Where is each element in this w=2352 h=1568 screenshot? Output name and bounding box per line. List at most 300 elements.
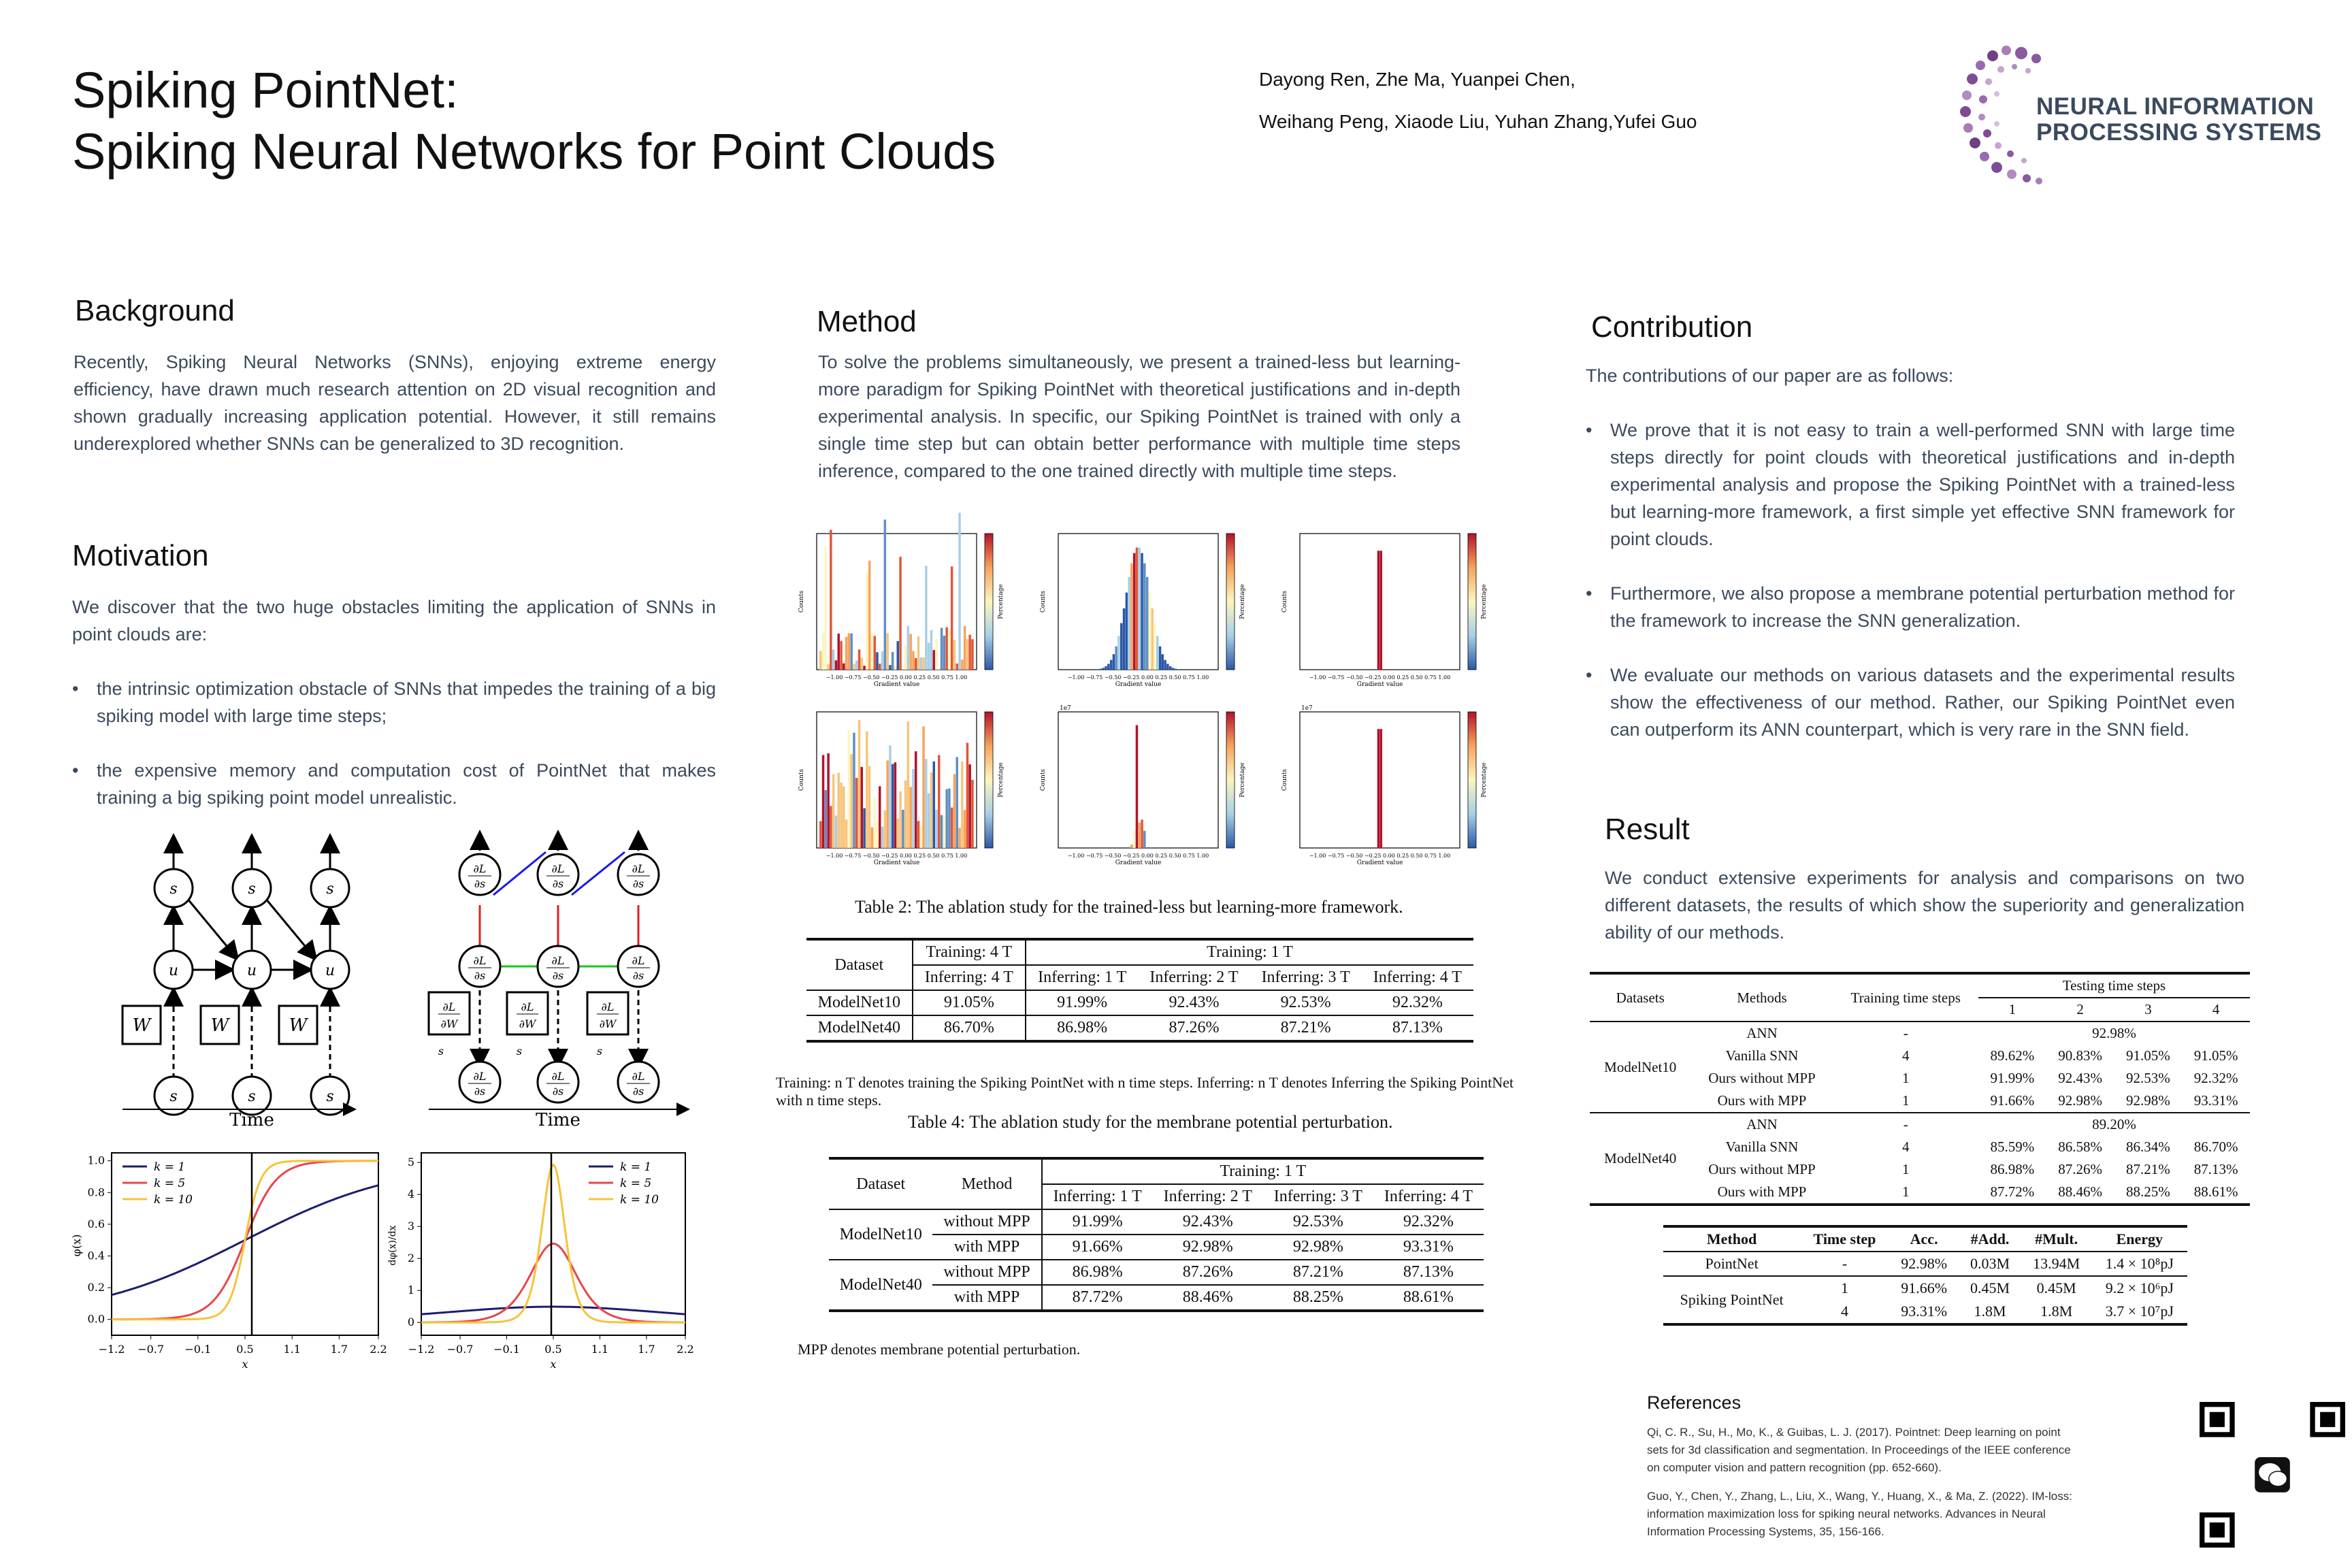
table-cell: 88.61% (1403, 1288, 1454, 1306)
table-cell: 92.98% (2058, 1092, 2102, 1109)
histogram-bar (866, 732, 868, 848)
gradient-histogram-grid (796, 529, 1518, 883)
histogram-bar (1164, 660, 1166, 670)
table-cell: 92.32% (2193, 1070, 2238, 1086)
histogram-bar (1146, 577, 1149, 670)
hist-x-ticks: −1.00 −0.75 −0.50 −0.25 0.00 0.25 0.50 0.75 1.00 (1067, 853, 1209, 859)
hist-x-label: Gradient value (1115, 860, 1162, 866)
background-heading: Background (75, 294, 235, 327)
histogram-bar (930, 630, 933, 670)
energy-table (1663, 1225, 2187, 1326)
motivation-bullet: • the expensive memory and computation cost of PointNet that makes training a big spiking point model unrealistic. (72, 757, 716, 811)
histogram-bar (1149, 593, 1152, 670)
x-tick-label: −0.1 (493, 1343, 520, 1356)
table-cell: 92.32% (1403, 1213, 1454, 1230)
histogram-bar (1172, 668, 1175, 670)
table-cell: 85.59% (1990, 1139, 2035, 1155)
contribution-bullet: • Furthermore, we also propose a membrane potential perturbation method for the framework to increase the SNN generalization. (1586, 580, 2235, 634)
table-cell: 4 (1840, 1303, 1848, 1320)
histogram-bar (941, 815, 943, 848)
legend-label: k = 1 (154, 1160, 186, 1174)
histogram-bar (827, 753, 830, 848)
y-tick-label: 3 (407, 1220, 414, 1233)
table2-subheader: Inferring: 1 T (1038, 968, 1127, 986)
histogram-bar (925, 566, 928, 670)
histogram-bar (961, 659, 964, 670)
y-tick-label: 1 (407, 1284, 414, 1297)
legend-label: k = 1 (620, 1160, 652, 1174)
histogram-bar (917, 636, 920, 670)
neurips-dots-icon (1960, 41, 2048, 197)
contribution-list (1586, 416, 2235, 743)
histogram-bar (853, 733, 855, 848)
histogram-bar (1177, 669, 1179, 670)
svg-text:∂W: ∂W (440, 1017, 458, 1030)
table-cell: 90.83% (2058, 1047, 2102, 1064)
svg-text:s: s (169, 1088, 178, 1105)
table-cell: ANN (1746, 1116, 1778, 1132)
table-cell: 87.13% (1403, 1263, 1454, 1281)
histogram-bar (1110, 660, 1113, 670)
table-cell: 87.13% (1392, 1019, 1443, 1036)
table-cell: 1 (1840, 1279, 1848, 1296)
gradient-histogram (1281, 705, 1488, 866)
table-cell: 3.7 × 10⁷pJ (2105, 1303, 2174, 1320)
histogram-bar (840, 641, 843, 670)
table-cell: 92.98% (2092, 1025, 2136, 1041)
histogram-bar (902, 810, 904, 848)
table4-header-dataset: Dataset (856, 1175, 906, 1193)
histogram-bar (1166, 664, 1169, 670)
svg-text:∂s: ∂s (474, 1085, 486, 1098)
histogram-bar (1156, 636, 1159, 670)
table-cell: Vanilla SNN (1725, 1139, 1799, 1155)
svg-text:∂L: ∂L (601, 1000, 615, 1013)
histogram-bar (827, 664, 830, 670)
histogram-bar (879, 664, 881, 670)
table-cell: with MPP (932, 1285, 1041, 1311)
title-line-1: Spiking PointNet: (72, 62, 459, 118)
energy-header: #Mult. (2035, 1230, 2078, 1247)
histogram-bar (1130, 845, 1133, 848)
histogram-bar (928, 794, 930, 848)
svg-text:s: s (516, 1045, 523, 1058)
table-cell: 86.58% (2058, 1139, 2102, 1155)
histogram-bar (909, 787, 912, 848)
histogram-bar (1136, 548, 1139, 670)
y-tick-label: 0.0 (87, 1312, 105, 1326)
colorbar (985, 534, 993, 670)
x-axis-label: x (550, 1358, 557, 1371)
table-row (829, 1209, 1484, 1235)
table-cell: 1.4 × 10⁸pJ (2105, 1255, 2174, 1272)
x-tick-label: 1.7 (330, 1343, 348, 1356)
table-cell: Ours without MPP (1708, 1161, 1816, 1177)
colorbar (1226, 534, 1235, 670)
histogram-bar (861, 657, 864, 670)
histogram-bar (840, 783, 843, 848)
histogram-bar (941, 628, 943, 670)
x-tick-label: 2.2 (370, 1343, 387, 1356)
table-cell: Ours with MPP (1717, 1183, 1807, 1200)
histogram-bar (1159, 647, 1162, 670)
histogram-bar (933, 762, 936, 848)
table-cell: 87.72% (1990, 1183, 2035, 1200)
histogram-bar (884, 811, 887, 848)
svg-text:∂L: ∂L (521, 1000, 534, 1013)
histogram-bar (1126, 593, 1128, 670)
table-row (806, 990, 1473, 1015)
histogram-bar (845, 637, 848, 670)
histogram-bar (1120, 623, 1123, 670)
table2-header-dataset: Dataset (806, 939, 913, 990)
histogram-bar (1162, 654, 1164, 670)
table-row (1590, 1113, 2250, 1136)
svg-text:∂L: ∂L (473, 862, 487, 875)
table-cell: 91.99% (1072, 1213, 1123, 1230)
contribution-bullet: • We prove that it is not easy to train a well-performed SNN with large time steps directly for point clouds with theoretical justifications and in-depth experimental analysis and propose the Spiking PointNet with a trained-less but learning-more framework, a first simple yet effective SNN framework for point clouds. (1586, 416, 2235, 553)
energy-header: Time step (1813, 1230, 1876, 1247)
main-result-table (1590, 972, 2250, 1206)
histogram-bar (897, 819, 900, 848)
forward-graph-diagram (109, 830, 368, 1130)
svg-text:∂L: ∂L (442, 1000, 456, 1013)
step-header: 1 (2008, 1001, 2016, 1017)
histogram-bar (899, 791, 902, 848)
svg-text:∂s: ∂s (552, 1085, 564, 1098)
table2-subheader: Inferring: 4 T (913, 965, 1026, 990)
table-cell: 87.26% (1182, 1263, 1233, 1281)
histogram-bar (958, 828, 961, 849)
table-cell: 1.8M (2040, 1303, 2073, 1320)
table-cell: 93.31% (1901, 1303, 1948, 1320)
qr-finder-core (2210, 1412, 2225, 1427)
table-cell: 92.43% (1182, 1213, 1233, 1230)
header-testing-steps: Testing time steps (1978, 973, 2250, 998)
y-tick-label: 0.6 (87, 1217, 105, 1230)
energy-header: #Add. (1970, 1230, 2010, 1247)
table-cell: 1 (1901, 1161, 1910, 1177)
histogram-bar (868, 561, 871, 670)
histogram-bar (922, 657, 925, 670)
hist-x-label: Gradient value (1115, 681, 1162, 688)
histogram-bar (948, 789, 951, 848)
histogram-bar (1139, 823, 1141, 848)
histogram-bar (902, 666, 904, 670)
histogram-bar (1380, 729, 1383, 848)
histogram-bar (1097, 669, 1100, 670)
histogram-bar (922, 726, 925, 848)
histogram-bar (899, 557, 902, 670)
table4-header-train: Training: 1 T (1042, 1158, 1484, 1184)
svg-text:∂s: ∂s (632, 877, 644, 890)
table-cell: 92.32% (1392, 994, 1443, 1011)
hist-x-label: Gradient value (1356, 681, 1403, 688)
hist-colorbar-label: Percentage (1481, 762, 1488, 798)
authors-line-1: Dayong Ren, Zhe Ma, Yuanpei Chen, (1259, 69, 1575, 90)
table4 (829, 1157, 1484, 1312)
table-cell: 87.13% (2193, 1161, 2238, 1177)
table-cell: 86.98% (1072, 1263, 1123, 1281)
hist-y-label: Counts (1040, 768, 1047, 791)
wechat-bubble (2269, 1471, 2287, 1486)
histogram-bar (871, 828, 874, 848)
motivation-intro: We discover that the two huge obstacles limiting the application of SNNs in point clouds are: (72, 597, 716, 644)
x-tick-label: 0.5 (544, 1343, 562, 1356)
hist-x-ticks: −1.00 −0.75 −0.50 −0.25 0.00 0.25 0.50 0.75 1.00 (826, 853, 968, 859)
svg-text:∂L: ∂L (632, 862, 645, 875)
table-cell: 86.70% (913, 1015, 1026, 1041)
table-cell: 91.99% (1990, 1070, 2035, 1086)
histogram-bar (848, 730, 851, 848)
gradient-histogram (798, 513, 1004, 689)
histogram-bar (876, 652, 879, 670)
title-line-2: Spiking Neural Networks for Point Clouds (72, 123, 996, 180)
table-cell: 91.05% (2193, 1047, 2238, 1064)
svg-text:s: s (438, 1045, 444, 1058)
histogram-bar (874, 636, 877, 670)
table-cell: ModelNet40 (806, 1015, 913, 1041)
contribution-bullet: • We evaluate our methods on various datasets and the experimental results show the effectiveness of our method. Rather, our Spiking PointNet even can outperform its ANN counterpart, which is very rare in the SNN field. (1586, 662, 2235, 743)
background-text: Recently, Spiking Neural Networks (SNNs), enjoying extreme energy efficiency, have drawn much research attention on 2D visual recognition and shown gradually increasing application potential. However, it still remains underexplored whether SNNs can be generalized to 3D recognition. (74, 352, 716, 454)
backward-graph-diagram (422, 830, 694, 1130)
logo-line-1: NEURAL INFORMATION (2036, 93, 2315, 120)
histogram-bar (933, 650, 936, 670)
histogram-bar (925, 759, 928, 848)
histogram-bar (1175, 669, 1177, 670)
energy-header: Method (1706, 1230, 1757, 1247)
hist-y-label: Counts (1281, 768, 1288, 791)
table-cell: 93.31% (2193, 1092, 2238, 1109)
histogram-bar (1154, 623, 1156, 670)
header-datasets: Datasets (1616, 989, 1665, 1006)
histogram-bar (1128, 577, 1130, 670)
histogram-bar (825, 547, 828, 670)
histogram-bar (838, 634, 840, 670)
qr-code-icon (2200, 1402, 2345, 1548)
y-axis-label: φ(x) (70, 1234, 83, 1257)
y-tick-label: 0.4 (87, 1249, 105, 1262)
table-cell: 87.21% (1280, 1019, 1331, 1036)
table-cell: 1 (1901, 1070, 1910, 1086)
table-cell: 91.66% (1072, 1238, 1123, 1256)
histogram-bar (1139, 548, 1141, 670)
histogram-bar (819, 651, 822, 670)
histogram-bar (956, 757, 959, 848)
svg-text:u: u (246, 962, 257, 979)
svg-text:∂L: ∂L (551, 862, 565, 875)
svg-text:∂W: ∂W (599, 1017, 617, 1030)
legend-label: k = 10 (620, 1193, 659, 1207)
histogram-bar (1143, 831, 1146, 848)
colorbar (985, 712, 993, 848)
svg-text:∂L: ∂L (632, 1070, 645, 1083)
energy-header: Acc. (1910, 1230, 1938, 1247)
motivation-heading: Motivation (72, 539, 209, 572)
table-cell: 93.31% (1403, 1238, 1454, 1256)
svg-text:∂s: ∂s (552, 969, 564, 982)
table-cell: Ours without MPP (1708, 1070, 1816, 1086)
svg-text:∂s: ∂s (474, 969, 486, 982)
legend-label: k = 5 (154, 1177, 186, 1190)
contribution-text (1586, 362, 2235, 743)
table-cell: 86.70% (2193, 1139, 2238, 1155)
histogram-bar (953, 640, 956, 670)
histogram-bar (848, 633, 851, 670)
histogram-bar (876, 822, 879, 848)
x-tick-label: −1.2 (408, 1343, 435, 1356)
histogram-bar (935, 810, 938, 848)
histogram-bar (1130, 564, 1133, 670)
histogram-bar (853, 664, 855, 670)
hist-exponent: 1e7 (1060, 705, 1071, 712)
gradient-histogram (798, 712, 1004, 866)
histogram-bar (930, 772, 933, 848)
histogram-bar (951, 566, 953, 670)
table-cell: Spiking PointNet (1680, 1291, 1784, 1308)
histogram-bar (819, 821, 822, 849)
colorbar (1468, 534, 1476, 670)
table-cell: 92.43% (2058, 1070, 2102, 1086)
histogram-bar (1117, 636, 1120, 670)
table4-subheader: Inferring: 1 T (1053, 1188, 1142, 1205)
curve-k1 (421, 1307, 685, 1314)
table-cell: 87.72% (1072, 1288, 1123, 1306)
table-cell: ModelNet40 (1604, 1149, 1677, 1166)
table-cell: 92.98% (1182, 1238, 1233, 1256)
table-cell: ModelNet40 (839, 1275, 922, 1294)
svg-text:s: s (169, 881, 178, 898)
histogram-bar (912, 651, 915, 670)
svg-text:∂s: ∂s (632, 1085, 644, 1098)
histogram-bar (868, 766, 871, 848)
table-cell: 92.98% (1901, 1255, 1948, 1272)
y-tick-label: 0.2 (87, 1281, 105, 1294)
svg-text:u: u (168, 962, 179, 979)
histogram-bar (1141, 553, 1143, 670)
table-cell: - (1903, 1025, 1908, 1041)
histogram-bar (897, 641, 900, 670)
table2 (806, 938, 1473, 1043)
neurips-logo (1960, 41, 2328, 197)
histogram-bar (886, 760, 889, 848)
table-row (829, 1260, 1484, 1285)
table-cell: 91.99% (1057, 994, 1108, 1011)
histogram-bar (945, 627, 948, 670)
table-cell: 0.45M (1970, 1279, 2010, 1296)
table4-header-method: Method (932, 1158, 1041, 1209)
table-cell: 92.53% (2125, 1070, 2170, 1086)
hist-colorbar-label: Percentage (1239, 762, 1246, 798)
histogram-bar (920, 826, 923, 849)
svg-text:s: s (596, 1045, 603, 1058)
histogram-bar (907, 721, 910, 848)
weight-label: W (289, 1015, 308, 1036)
table-cell: 91.05% (913, 990, 1026, 1015)
reference-item: Guo, Y., Chen, Y., Zhang, L., Liu, X., Wang, Y., Huang, X., & Ma, Z. (2022). IM-loss: information maximization loss for spiking neural networks. Advances in Neural Information Processing Systems, 35, 156-166. (1647, 1490, 2072, 1538)
table-cell: 87.21% (1292, 1263, 1343, 1281)
table-row (806, 1015, 1473, 1041)
svg-text:∂s: ∂s (632, 969, 644, 982)
table4-subheader: Inferring: 3 T (1273, 1188, 1362, 1205)
histogram-bar (861, 767, 864, 848)
svg-text:∂L: ∂L (551, 1070, 565, 1083)
histogram-bar (938, 755, 941, 849)
step-header: 2 (2076, 1001, 2084, 1017)
svg-text:∂L: ∂L (473, 1070, 487, 1083)
motivation-list (72, 675, 716, 811)
table-row (1663, 1276, 2187, 1300)
histogram-bar (968, 635, 971, 670)
result-text: We conduct extensive experiments for analysis and comparisons on two different datasets, the results of which show the superiority and generalization ability of our methods. (1605, 868, 2244, 943)
x-tick-label: −0.1 (184, 1343, 212, 1356)
hist-y-label: Counts (798, 768, 805, 791)
table2-note: Training: n T denotes training the Spiking PointNet with n time steps. Inferring: n T denotes Inferring the Spiking PointNet with n time steps. (776, 1074, 1514, 1109)
histogram-bar (866, 572, 868, 670)
histogram-bar (871, 634, 874, 670)
x-tick-label: 1.7 (638, 1343, 655, 1356)
table-cell: Ours with MPP (1717, 1092, 1807, 1109)
legend-label: k = 10 (154, 1193, 193, 1207)
curve-k10 (112, 1161, 378, 1320)
qr-finder-core (2210, 1522, 2225, 1537)
gradient-histogram (1040, 534, 1246, 688)
svg-text:s: s (248, 881, 256, 898)
table-cell: 1 (1901, 1183, 1910, 1200)
table4-subheader: Inferring: 2 T (1163, 1188, 1252, 1205)
histogram-bar (956, 664, 959, 670)
authors-line-2: Weihang Peng, Xiaode Liu, Yuhan Zhang,Yufei Guo (1259, 111, 1697, 132)
time-axis-label: Time (536, 1110, 581, 1130)
histogram-bar (1113, 654, 1115, 670)
table-cell: 88.46% (1182, 1288, 1233, 1306)
svg-text:∂L: ∂L (632, 954, 645, 967)
svg-text:∂W: ∂W (519, 1017, 536, 1030)
table-cell: Vanilla SNN (1725, 1047, 1799, 1064)
table-cell: 87.26% (1169, 1019, 1220, 1036)
histogram-bar (943, 636, 946, 670)
histogram-bar (948, 629, 951, 670)
histogram-bar (966, 743, 969, 849)
histogram-bar (843, 787, 845, 849)
table-cell: 92.43% (1169, 994, 1220, 1011)
hist-colorbar-label: Percentage (998, 584, 1004, 619)
table2-caption: Table 2: The ablation study for the trained-less but learning-more framework. (855, 897, 1403, 917)
histogram-bar (863, 666, 866, 670)
svg-text:∂L: ∂L (551, 954, 565, 967)
hist-y-label: Counts (798, 590, 805, 613)
histogram-bar (850, 634, 853, 670)
histogram-bar (907, 626, 910, 670)
table-row (1663, 1252, 2187, 1276)
hist-x-ticks: −1.00 −0.75 −0.50 −0.25 0.00 0.25 0.50 0.75 1.00 (1309, 853, 1451, 859)
table-cell: 92.98% (2125, 1092, 2170, 1109)
gradient-histogram (1281, 534, 1488, 688)
table2-subheader: Inferring: 3 T (1261, 968, 1350, 986)
table-cell: ModelNet10 (1604, 1058, 1677, 1075)
weight-label: W (132, 1015, 151, 1036)
histogram-bar (832, 774, 835, 848)
svg-text:∂L: ∂L (473, 954, 487, 967)
table-cell: 4 (1901, 1047, 1910, 1064)
histogram-bar (835, 660, 838, 670)
table-cell: 87.26% (2058, 1161, 2102, 1177)
table-cell: 89.20% (2092, 1116, 2136, 1132)
histogram-bar (845, 819, 848, 848)
table2-subheader: Inferring: 4 T (1373, 968, 1462, 986)
histogram-bar (904, 781, 907, 848)
table-cell: 91.66% (1901, 1279, 1948, 1296)
